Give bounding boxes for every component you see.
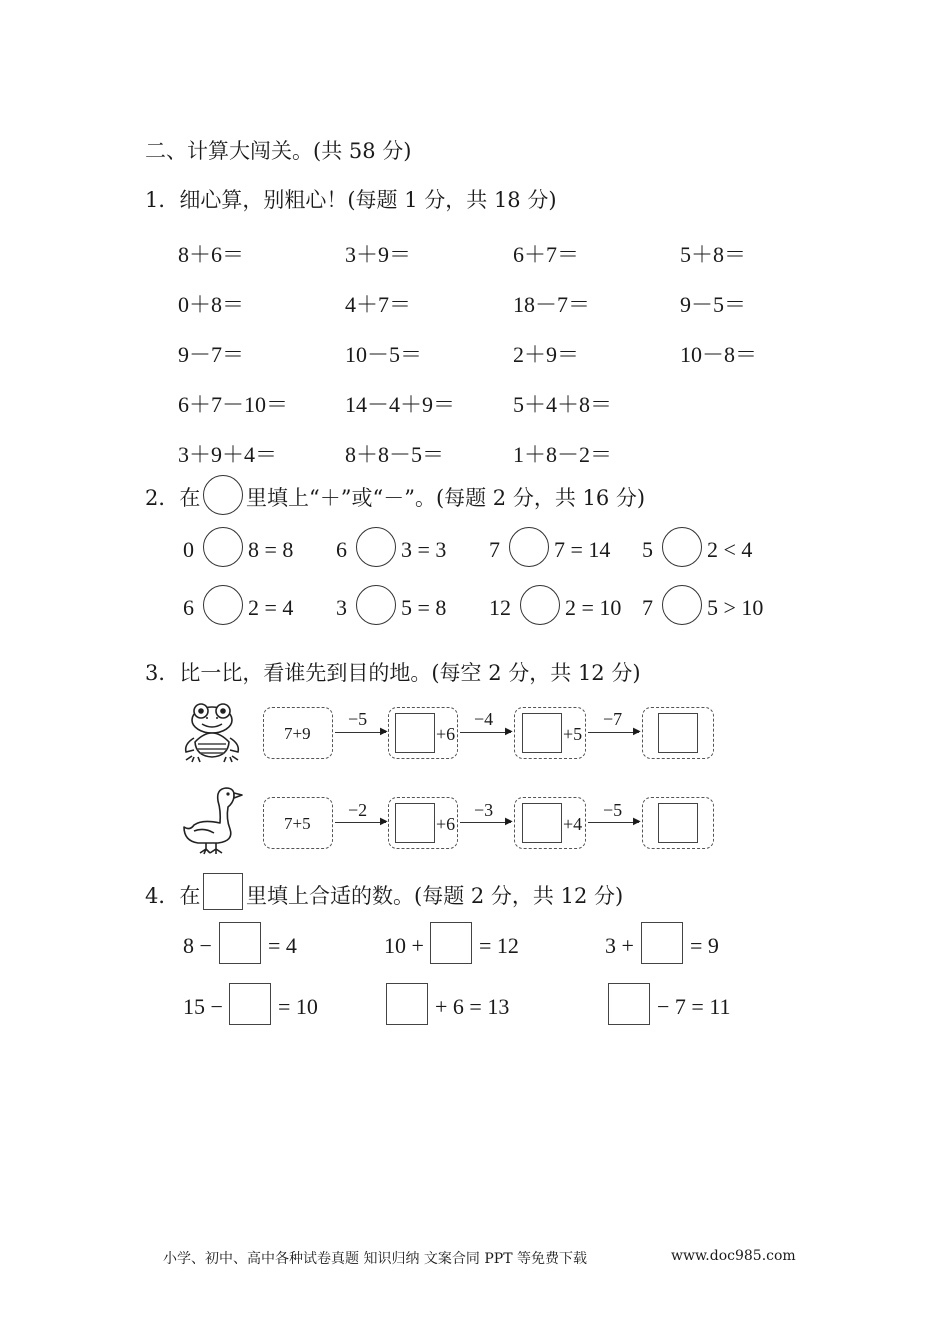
- q1-equation: 5＋4＋8＝: [513, 392, 613, 417]
- q2-answer-circle[interactable]: [356, 527, 396, 567]
- q2-operand: 6: [336, 537, 347, 562]
- frog-icon: [180, 700, 244, 764]
- q4-answer-box[interactable]: [229, 983, 271, 1025]
- q4-heading-suffix: 里填上合适的数。(每题 2 分，共 12 分): [246, 884, 624, 908]
- q1-equation: 6＋7＝: [513, 242, 580, 267]
- q1-equation: 1＋8－2＝: [513, 442, 613, 467]
- q4-suffix: + 6 = 13: [435, 994, 510, 1019]
- duck-answer-box[interactable]: [658, 803, 698, 843]
- q4-heading-box-icon: [203, 873, 243, 910]
- q1-equation: 8＋8－5＝: [345, 442, 445, 467]
- q2-rest: 2 = 4: [248, 595, 294, 620]
- arrow-line: [460, 822, 511, 823]
- section-title: 二、计算大闯关。(共 58 分): [145, 139, 412, 163]
- frog-op-label: −7: [603, 709, 623, 729]
- q1-equation: 8＋6＝: [178, 242, 245, 267]
- q2-heading-prefix: 2．在: [145, 486, 201, 510]
- arrow-head-icon: ▶: [505, 816, 513, 827]
- q4-suffix: − 7 = 11: [657, 994, 731, 1019]
- q4-suffix: = 10: [278, 994, 318, 1019]
- q4-suffix: = 4: [268, 933, 297, 958]
- q1-equation: 10－5＝: [345, 342, 423, 367]
- q2-operand: 0: [183, 537, 194, 562]
- arrow-head-icon: ▶: [633, 816, 641, 827]
- frog-start-label: 7+9: [284, 724, 311, 743]
- frog-op-label: −5: [348, 709, 368, 729]
- q2-answer-circle[interactable]: [662, 527, 702, 567]
- q4-suffix: = 9: [690, 933, 719, 958]
- duck-start-label: 7+5: [284, 814, 311, 833]
- duck-answer-box[interactable]: [522, 803, 562, 843]
- q2-answer-circle[interactable]: [203, 527, 243, 567]
- q2-rest: 2 = 10: [565, 595, 622, 620]
- footer-url[interactable]: www.doc985.com: [671, 1248, 796, 1264]
- arrow-head-icon: ▶: [380, 726, 388, 737]
- arrow-line: [588, 732, 639, 733]
- frog-answer-box[interactable]: [522, 713, 562, 753]
- q4-prefix: 10 +: [384, 933, 424, 958]
- q2-rest: 7 = 14: [554, 537, 611, 562]
- frog-op-label: +5: [563, 724, 583, 744]
- arrow-head-icon: ▶: [633, 726, 641, 737]
- q1-equation: 3＋9＋4＝: [178, 442, 278, 467]
- arrow-line: [335, 732, 386, 733]
- q1-equation: 6＋7－10＝: [178, 392, 289, 417]
- q2-heading-circle-icon: [203, 475, 243, 515]
- q4-heading-prefix: 4．在: [145, 884, 201, 908]
- q3-heading: 3．比一比，看谁先到目的地。(每空 2 分，共 12 分): [145, 661, 641, 685]
- frog-op-label: +6: [436, 724, 456, 744]
- q4-prefix: 3 +: [605, 933, 634, 958]
- q2-rest: 2 < 4: [707, 537, 753, 562]
- q2-answer-circle[interactable]: [203, 585, 243, 625]
- q2-operand: 7: [489, 537, 500, 562]
- q1-equation: 3＋9＝: [345, 242, 412, 267]
- duck-icon: [180, 783, 244, 855]
- frog-op-label: −4: [474, 709, 494, 729]
- q4-answer-box[interactable]: [219, 922, 261, 964]
- q2-answer-circle[interactable]: [509, 527, 549, 567]
- q1-equation: 14－4＋9＝: [345, 392, 456, 417]
- q2-operand: 3: [336, 595, 347, 620]
- q2-answer-circle[interactable]: [520, 585, 560, 625]
- duck-op-label: −3: [474, 800, 494, 820]
- arrow-head-icon: ▶: [505, 726, 513, 737]
- arrow-line: [335, 822, 386, 823]
- q4-answer-box[interactable]: [608, 983, 650, 1025]
- arrow-head-icon: ▶: [380, 816, 388, 827]
- q1-equation: 9－7＝: [178, 342, 245, 367]
- duck-op-label: +4: [563, 814, 583, 834]
- frog-answer-box[interactable]: [658, 713, 698, 753]
- q1-equation: 0＋8＝: [178, 292, 245, 317]
- duck-op-label: −5: [603, 800, 623, 820]
- q2-heading-suffix: 里填上“＋”或“－”。(每题 2 分，共 16 分): [246, 486, 646, 510]
- q1-equation: 2＋9＝: [513, 342, 580, 367]
- q4-answer-box[interactable]: [641, 922, 683, 964]
- q2-operand: 6: [183, 595, 194, 620]
- arrow-line: [460, 732, 511, 733]
- duck-op-label: −2: [348, 800, 368, 820]
- q4-suffix: = 12: [479, 933, 519, 958]
- q1-equation: 9－5＝: [680, 292, 747, 317]
- q2-answer-circle[interactable]: [356, 585, 396, 625]
- q2-operand: 5: [642, 537, 653, 562]
- q2-rest: 8 = 8: [248, 537, 294, 562]
- q1-equation: 4＋7＝: [345, 292, 412, 317]
- q1-heading: 1．细心算，别粗心！(每题 1 分，共 18 分): [145, 188, 557, 212]
- q2-operand: 7: [642, 595, 653, 620]
- q1-equation: 5＋8＝: [680, 242, 747, 267]
- q2-rest: 3 = 3: [401, 537, 447, 562]
- q2-rest: 5 = 8: [401, 595, 447, 620]
- q2-operand: 12: [489, 595, 511, 620]
- q2-rest: 5 > 10: [707, 595, 764, 620]
- frog-answer-box[interactable]: [395, 713, 435, 753]
- q2-answer-circle[interactable]: [662, 585, 702, 625]
- arrow-line: [588, 822, 639, 823]
- duck-op-label: +6: [436, 814, 456, 834]
- duck-answer-box[interactable]: [395, 803, 435, 843]
- q1-equation: 18－7＝: [513, 292, 591, 317]
- q4-answer-box[interactable]: [430, 922, 472, 964]
- q4-prefix: 15 −: [183, 994, 223, 1019]
- q1-equation: 10－8＝: [680, 342, 758, 367]
- q4-prefix: 8 −: [183, 933, 212, 958]
- q4-answer-box[interactable]: [386, 983, 428, 1025]
- footer-promo: 小学、初中、高中各种试卷真题 知识归纳 文案合同 PPT 等免费下载: [163, 1251, 587, 1267]
